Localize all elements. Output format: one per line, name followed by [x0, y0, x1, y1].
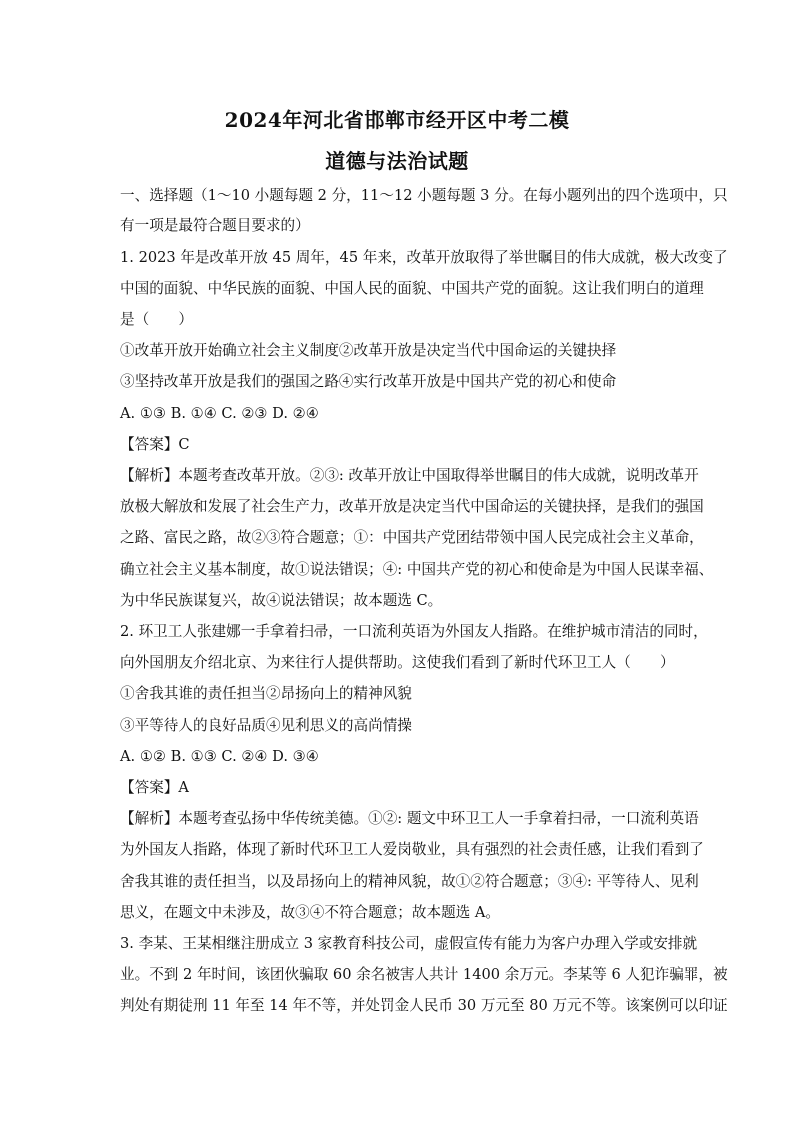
question-2-statements: ①舍我其谁的责任担当②昂扬向上的精神风貌 — [120, 685, 412, 702]
question-2-answer: 【答案】A — [120, 779, 189, 796]
question-2-analysis: 舍我其谁的责任担当，以及昂扬向上的精神风貌，故①②符合题意；③④: 平等待人、见利 — [120, 873, 699, 890]
question-2-analysis: 【解析】本题考查弘扬中华传统美德。①②: 题文中环卫工人一手拿着扫帚，一口流利英语 — [120, 810, 699, 827]
section-heading: 一、选择题（1～10 小题每题 2 分，11～12 小题每题 3 分。在每小题列出的四个选项中，只 — [120, 187, 728, 204]
question-1-options: A. ①③ B. ①④ C. ②③ D. ②④ — [120, 405, 319, 422]
document-subtitle: 道德与法治试题 — [325, 149, 469, 173]
question-1-analysis: 放极大解放和发展了社会生产力，改革开放是决定当代中国命运的关键抉择，是我们的强国 — [120, 498, 704, 515]
question-1-analysis: 之路、富民之路，故②③符合题意；①：中国共产党团结带领中国人民完成社会主义革命， — [120, 529, 704, 546]
question-1-answer: 【答案】C — [120, 436, 190, 453]
question-2-statements: ③平等待人的良好品质④见利思义的高尚情操 — [120, 717, 412, 734]
question-1-analysis: 确立社会主义基本制度，故①说法错误；④: 中国共产党的初心和使命是为中国人民谋幸福、 — [120, 561, 714, 578]
question-1-analysis: 【解析】本题考查改革开放。②③: 改革开放让中国取得举世瞩目的伟大成就，说明改革开 — [120, 467, 699, 484]
section-heading-cont: 有一项是最符合题目要求的） — [120, 217, 310, 234]
question-3-stem: 业。不到 2 年时间，该团伙骗取 60 余名被害人共计 1400 余万元。李某等 6 人犯诈骗罪，被 — [120, 966, 728, 983]
question-3-stem: 判处有期徒刑 11 年至 14 年不等，并处罚金人民币 30 万元至 80 万元不等。该案例可以印证 — [120, 997, 728, 1014]
question-2-stem: 2. 环卫工人张建娜一手拿着扫帚，一口流利英语为外国友人指路。在维护城市清洁的同时， — [120, 623, 708, 640]
question-1-stem: 中国的面貌、中华民族的面貌、中国人民的面貌、中国共产党的面貌。这让我们明白的道理 — [120, 280, 704, 297]
question-2-analysis: 思义，在题文中未涉及，故③④不符合题意；故本题选 A。 — [120, 904, 501, 921]
question-2-analysis: 为外国友人指路，体现了新时代环卫工人爱岗敬业，具有强烈的社会责任感，让我们看到了 — [120, 841, 704, 858]
question-1-analysis: 为中华民族谋复兴，故④说法错误；故本题选 C。 — [120, 592, 443, 609]
question-1-statements: ③坚持改革开放是我们的强国之路④实行改革开放是中国共产党的初心和使命 — [120, 373, 617, 390]
question-3-stem: 3. 李某、王某相继注册成立 3 家教育科技公司，虚假宣传有能力为客户办理入学或安排就 — [120, 935, 698, 952]
question-2-options: A. ①② B. ①③ C. ②④ D. ③④ — [120, 748, 319, 765]
document-title: 2024年河北省邯郸市经开区中考二模 — [224, 108, 570, 132]
question-2-stem: 向外国朋友介绍北京、为来往行人提供帮助。这使我们看到了新时代环卫工人（ ） — [120, 654, 675, 671]
question-1-stem: 是（ ） — [120, 311, 193, 328]
question-1-stem: 1. 2023 年是改革开放 45 周年，45 年来，改革开放取得了举世瞩目的伟大成就，极大改变了 — [120, 249, 728, 266]
question-1-statements: ①改革开放开始确立社会主义制度②改革开放是决定当代中国命运的关键抉择 — [120, 342, 617, 359]
